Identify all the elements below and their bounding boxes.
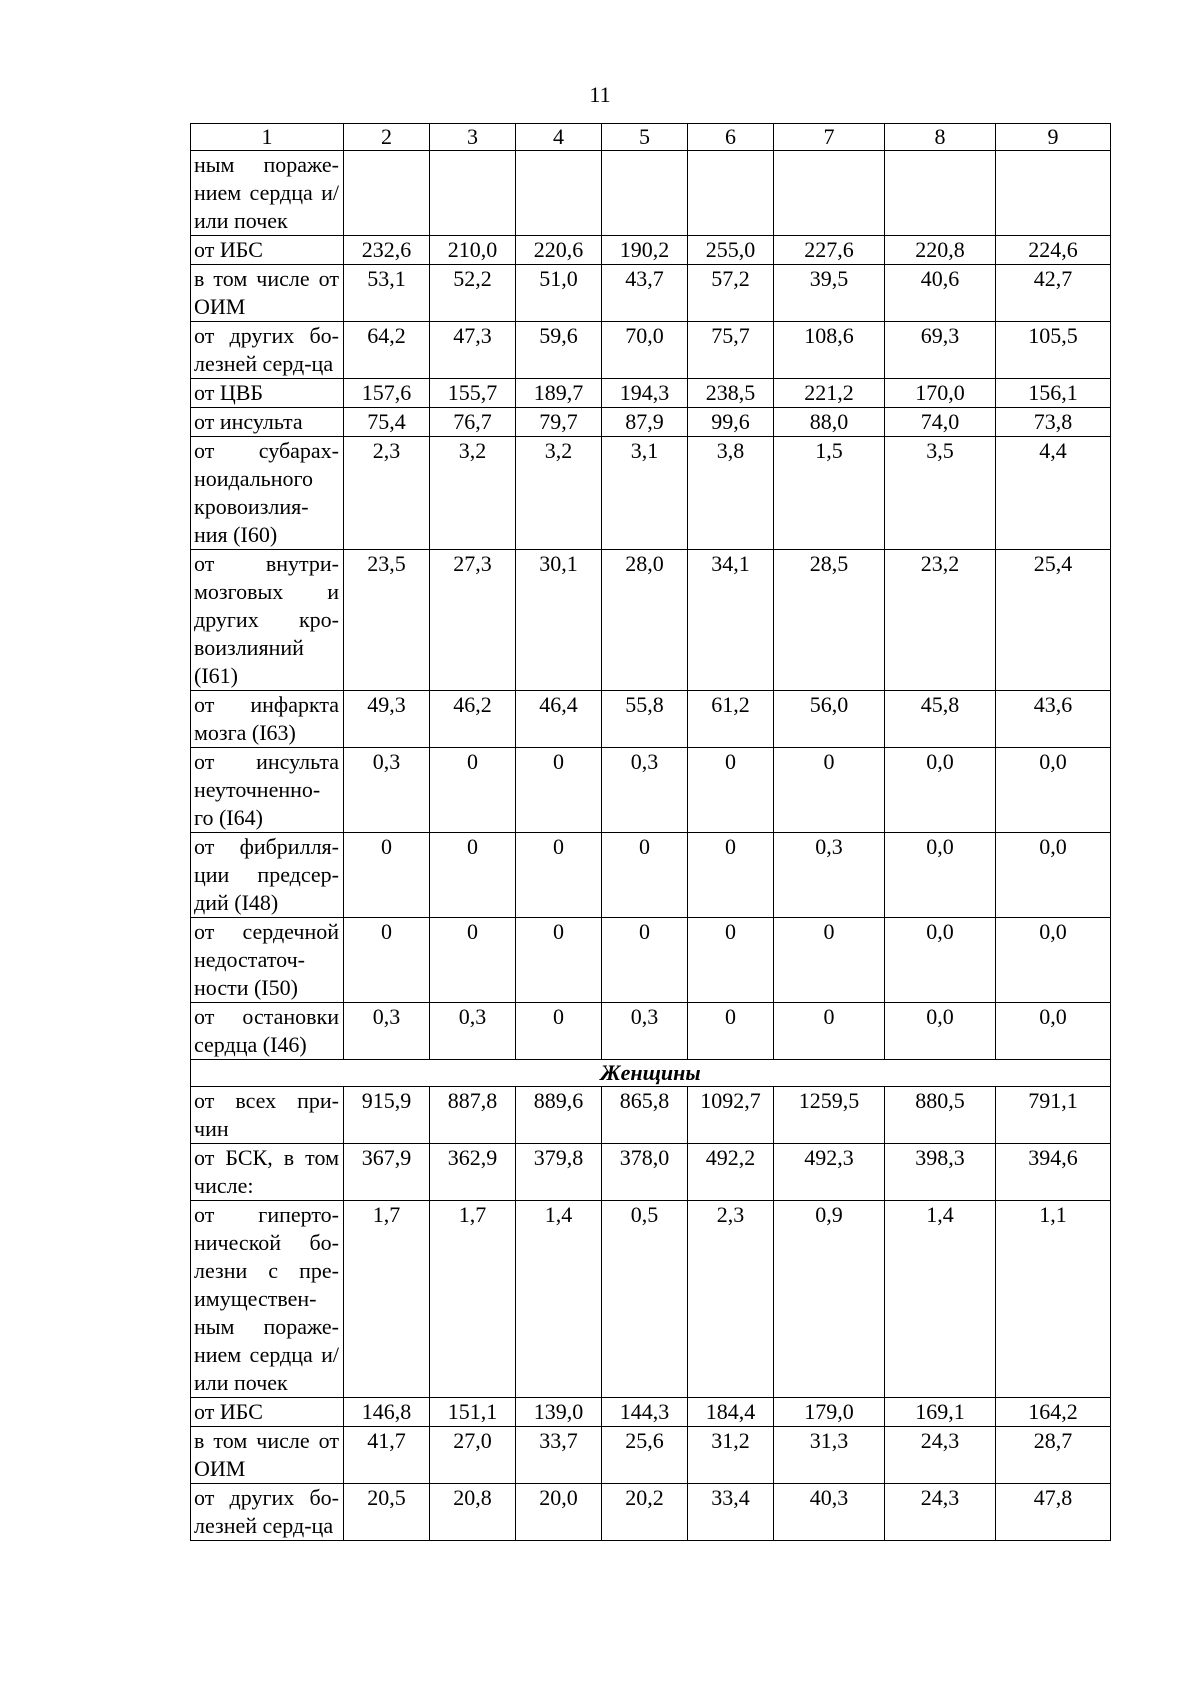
table-row	[191, 265, 1111, 322]
table-row	[191, 1484, 1111, 1541]
table-row	[191, 918, 1111, 1003]
table-cell: 2,3	[688, 1201, 774, 1398]
table-cell: 156,1	[996, 379, 1111, 408]
row-label: от ИБС	[191, 1398, 344, 1427]
table-cell: 20,0	[516, 1484, 602, 1541]
table-cell: 27,3	[430, 550, 516, 691]
column-header: 6	[688, 124, 774, 151]
table-cell	[885, 151, 996, 236]
table-cell: 221,2	[774, 379, 885, 408]
row-label: в том числе от ОИМ	[191, 265, 344, 322]
table-cell: 0,0	[996, 918, 1111, 1003]
row-label: в том числе от ОИМ	[191, 1427, 344, 1484]
table-cell: 169,1	[885, 1398, 996, 1427]
table-cell: 227,6	[774, 236, 885, 265]
table-cell: 31,2	[688, 1427, 774, 1484]
row-label: от фибрилля-ции предсер-дий (I48)	[191, 833, 344, 918]
table-cell: 105,5	[996, 322, 1111, 379]
table-cell: 0	[774, 1003, 885, 1060]
table-cell: 164,2	[996, 1398, 1111, 1427]
table-cell: 27,0	[430, 1427, 516, 1484]
table-cell: 41,7	[344, 1427, 430, 1484]
table-cell: 24,3	[885, 1484, 996, 1541]
table-cell: 0,3	[344, 748, 430, 833]
page-number: 11	[589, 82, 611, 107]
table-cell: 151,1	[430, 1398, 516, 1427]
table-cell: 30,1	[516, 550, 602, 691]
table-cell: 33,7	[516, 1427, 602, 1484]
table-cell: 0	[344, 918, 430, 1003]
table-cell: 74,0	[885, 408, 996, 437]
row-label: от инсульта неуточненно-го (I64)	[191, 748, 344, 833]
table-cell: 4,4	[996, 437, 1111, 550]
table-cell: 57,2	[688, 265, 774, 322]
table-cell: 56,0	[774, 691, 885, 748]
table-cell: 28,0	[602, 550, 688, 691]
table-cell: 69,3	[885, 322, 996, 379]
table-cell	[430, 151, 516, 236]
table-cell: 0	[344, 833, 430, 918]
header-row	[191, 124, 1111, 151]
table-cell: 492,2	[688, 1144, 774, 1201]
table-cell: 0	[688, 833, 774, 918]
table-cell: 0	[516, 918, 602, 1003]
row-label: от других бо-лезней серд-ца	[191, 322, 344, 379]
table-row	[191, 1144, 1111, 1201]
table-cell: 20,2	[602, 1484, 688, 1541]
table-cell: 0	[774, 748, 885, 833]
row-label: от других бо-лезней серд-ца	[191, 1484, 344, 1541]
table-cell: 0,0	[885, 918, 996, 1003]
table-cell: 0	[516, 833, 602, 918]
table-cell: 39,5	[774, 265, 885, 322]
table-cell: 1,5	[774, 437, 885, 550]
table-cell: 23,5	[344, 550, 430, 691]
table-cell: 0	[602, 918, 688, 1003]
table-cell	[774, 151, 885, 236]
table-cell: 0	[688, 1003, 774, 1060]
table-cell: 3,1	[602, 437, 688, 550]
row-label: от сердечной недостаточ-ности (I50)	[191, 918, 344, 1003]
table-cell: 31,3	[774, 1427, 885, 1484]
table-row	[191, 1201, 1111, 1398]
table-cell: 367,9	[344, 1144, 430, 1201]
table-cell: 139,0	[516, 1398, 602, 1427]
row-label: от внутри-мозговых и других кро-воизлияний (I61)	[191, 550, 344, 691]
table-row	[191, 408, 1111, 437]
table-cell: 33,4	[688, 1484, 774, 1541]
table-cell: 1259,5	[774, 1087, 885, 1144]
table-cell: 0,3	[344, 1003, 430, 1060]
table-cell: 220,6	[516, 236, 602, 265]
table-cell: 61,2	[688, 691, 774, 748]
table-cell: 179,0	[774, 1398, 885, 1427]
table-row	[191, 1087, 1111, 1144]
table-cell	[996, 151, 1111, 236]
table-cell: 155,7	[430, 379, 516, 408]
table-cell	[602, 151, 688, 236]
table-cell: 0,3	[430, 1003, 516, 1060]
section-title: Женщины	[191, 1060, 1111, 1087]
table-cell: 0,3	[774, 833, 885, 918]
table-cell: 0	[430, 748, 516, 833]
table-cell: 378,0	[602, 1144, 688, 1201]
table-cell: 0	[688, 918, 774, 1003]
table-cell: 0,3	[602, 748, 688, 833]
table-cell: 75,7	[688, 322, 774, 379]
row-label: от БСК, в том числе:	[191, 1144, 344, 1201]
table-cell: 108,6	[774, 322, 885, 379]
table-cell: 40,6	[885, 265, 996, 322]
table-cell	[344, 151, 430, 236]
table-cell: 3,5	[885, 437, 996, 550]
column-header: 4	[516, 124, 602, 151]
table-cell: 865,8	[602, 1087, 688, 1144]
table-cell: 3,2	[430, 437, 516, 550]
table-cell: 64,2	[344, 322, 430, 379]
table-cell: 0	[602, 833, 688, 918]
table-cell: 255,0	[688, 236, 774, 265]
table-cell: 0,0	[885, 1003, 996, 1060]
table-cell: 43,6	[996, 691, 1111, 748]
table-cell: 887,8	[430, 1087, 516, 1144]
row-label: от инсульта	[191, 408, 344, 437]
column-header: 8	[885, 124, 996, 151]
table-cell: 379,8	[516, 1144, 602, 1201]
column-header: 2	[344, 124, 430, 151]
table-cell: 59,6	[516, 322, 602, 379]
section-row	[191, 1060, 1111, 1087]
table-cell: 1,7	[344, 1201, 430, 1398]
table-cell: 146,8	[344, 1398, 430, 1427]
table-cell: 394,6	[996, 1144, 1111, 1201]
table-cell: 0,0	[885, 748, 996, 833]
row-label: от остановки сердца (I46)	[191, 1003, 344, 1060]
table-cell: 75,4	[344, 408, 430, 437]
table-cell: 190,2	[602, 236, 688, 265]
table-cell: 880,5	[885, 1087, 996, 1144]
table-cell: 144,3	[602, 1398, 688, 1427]
table-cell: 1,4	[516, 1201, 602, 1398]
table-cell: 43,7	[602, 265, 688, 322]
table-cell: 224,6	[996, 236, 1111, 265]
table-cell: 0,5	[602, 1201, 688, 1398]
table-cell: 0	[516, 1003, 602, 1060]
table-cell: 1,7	[430, 1201, 516, 1398]
table-row	[191, 1427, 1111, 1484]
column-header: 7	[774, 124, 885, 151]
table-cell: 53,1	[344, 265, 430, 322]
table-cell: 52,2	[430, 265, 516, 322]
table-cell: 51,0	[516, 265, 602, 322]
table-cell: 791,1	[996, 1087, 1111, 1144]
table-cell: 28,7	[996, 1427, 1111, 1484]
table-row	[191, 550, 1111, 691]
table-cell: 0	[688, 748, 774, 833]
table-cell: 232,6	[344, 236, 430, 265]
table-cell: 0,0	[996, 748, 1111, 833]
table-cell: 3,8	[688, 437, 774, 550]
table-row	[191, 1003, 1111, 1060]
table-cell: 20,5	[344, 1484, 430, 1541]
table-cell: 189,7	[516, 379, 602, 408]
table-cell: 88,0	[774, 408, 885, 437]
table-row	[191, 691, 1111, 748]
table-cell: 0,3	[602, 1003, 688, 1060]
table-cell: 28,5	[774, 550, 885, 691]
table-cell: 0,0	[996, 1003, 1111, 1060]
table-cell: 915,9	[344, 1087, 430, 1144]
table-cell: 398,3	[885, 1144, 996, 1201]
row-label: от субарах-ноидального кровоизлия-ния (I60)	[191, 437, 344, 550]
table-cell: 0,0	[885, 833, 996, 918]
table-row	[191, 833, 1111, 918]
table-cell: 0	[774, 918, 885, 1003]
table-cell: 79,7	[516, 408, 602, 437]
row-label: от ИБС	[191, 236, 344, 265]
table-row	[191, 322, 1111, 379]
column-header: 5	[602, 124, 688, 151]
table-cell: 70,0	[602, 322, 688, 379]
row-label: от всех при-чин	[191, 1087, 344, 1144]
table-cell: 24,3	[885, 1427, 996, 1484]
table-cell: 362,9	[430, 1144, 516, 1201]
table-cell: 23,2	[885, 550, 996, 691]
table-row	[191, 236, 1111, 265]
table-cell: 220,8	[885, 236, 996, 265]
table-cell: 42,7	[996, 265, 1111, 322]
table-row	[191, 151, 1111, 236]
table-cell: 87,9	[602, 408, 688, 437]
row-label: от гиперто-нической бо-лезни с пре-имуществен-ным пораже-нием сердца и/или почек	[191, 1201, 344, 1398]
table-cell: 1,1	[996, 1201, 1111, 1398]
table-cell: 76,7	[430, 408, 516, 437]
table-row	[191, 437, 1111, 550]
table-cell: 0,0	[996, 833, 1111, 918]
table-cell: 492,3	[774, 1144, 885, 1201]
table-row	[191, 1398, 1111, 1427]
row-label: от ЦВБ	[191, 379, 344, 408]
table-cell	[516, 151, 602, 236]
table-cell: 47,3	[430, 322, 516, 379]
table-cell: 194,3	[602, 379, 688, 408]
column-header: 1	[191, 124, 344, 151]
table-cell: 210,0	[430, 236, 516, 265]
table-cell: 2,3	[344, 437, 430, 550]
table-cell	[688, 151, 774, 236]
table-cell: 0	[516, 748, 602, 833]
table-cell: 46,2	[430, 691, 516, 748]
table-cell: 238,5	[688, 379, 774, 408]
column-header: 3	[430, 124, 516, 151]
table-cell: 3,2	[516, 437, 602, 550]
table-cell: 55,8	[602, 691, 688, 748]
row-label: ным пораже-нием сердца и/или почек	[191, 151, 344, 236]
table-cell: 46,4	[516, 691, 602, 748]
table-cell: 0	[430, 833, 516, 918]
table-cell: 157,6	[344, 379, 430, 408]
table-cell: 0	[430, 918, 516, 1003]
table-cell: 20,8	[430, 1484, 516, 1541]
mortality-table	[190, 123, 1111, 1541]
table-cell: 25,6	[602, 1427, 688, 1484]
table-cell: 25,4	[996, 550, 1111, 691]
table-cell: 1092,7	[688, 1087, 774, 1144]
table-cell: 40,3	[774, 1484, 885, 1541]
table-cell: 1,4	[885, 1201, 996, 1398]
table-cell: 889,6	[516, 1087, 602, 1144]
table-cell: 184,4	[688, 1398, 774, 1427]
table-cell: 47,8	[996, 1484, 1111, 1541]
table-cell: 99,6	[688, 408, 774, 437]
row-label: от инфаркта мозга (I63)	[191, 691, 344, 748]
table-cell: 73,8	[996, 408, 1111, 437]
table-cell: 45,8	[885, 691, 996, 748]
table-cell: 49,3	[344, 691, 430, 748]
table-cell: 0,9	[774, 1201, 885, 1398]
table-cell: 170,0	[885, 379, 996, 408]
table-row	[191, 379, 1111, 408]
column-header: 9	[996, 124, 1111, 151]
table-row	[191, 748, 1111, 833]
table-cell: 34,1	[688, 550, 774, 691]
